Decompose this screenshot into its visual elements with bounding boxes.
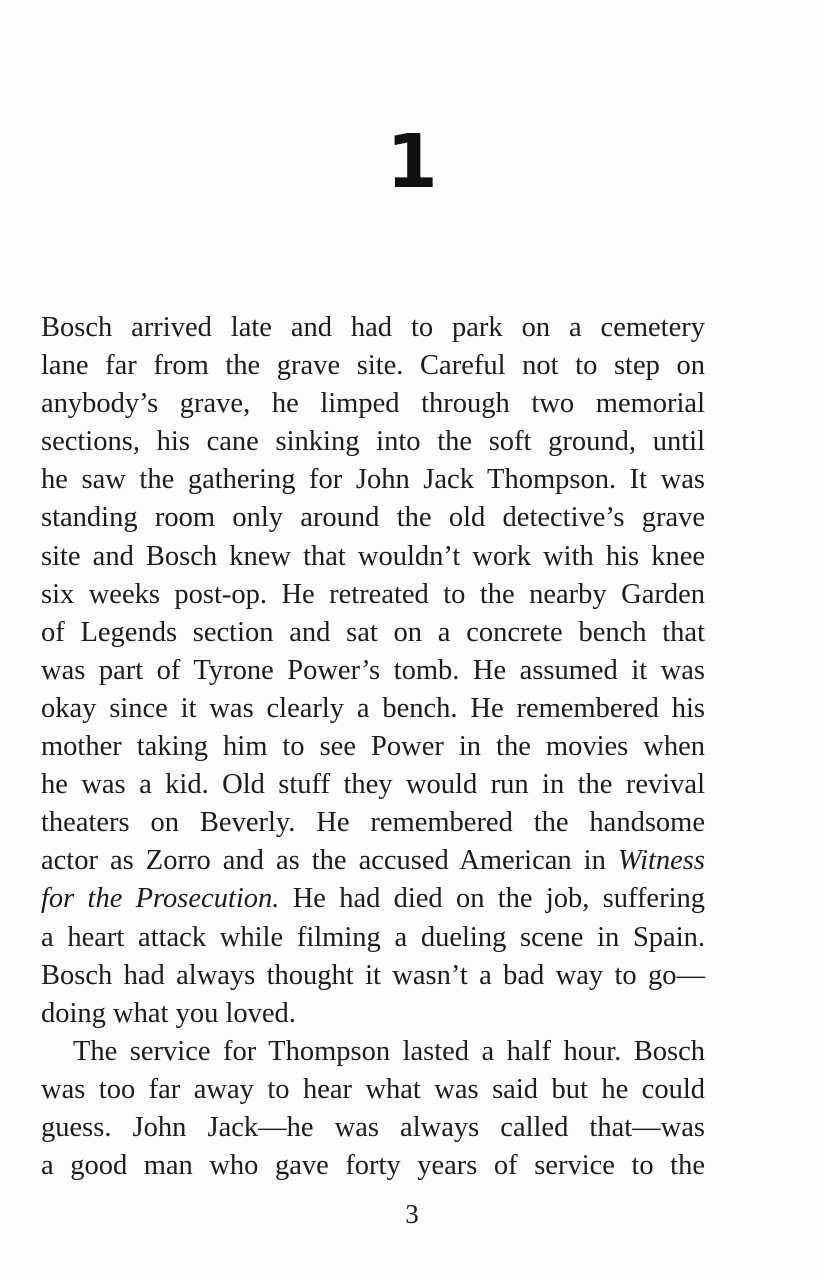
text-line: theaters on Beverly. He remembered the handsome	[41, 807, 705, 839]
text-line: standing room only around the old detective’s grave	[41, 502, 705, 534]
text-line: site and Bosch knew that wouldn’t work with his knee	[41, 540, 705, 572]
chapter-number: 1	[386, 119, 438, 205]
paragraph-2	[41, 1033, 705, 1185]
text-line: Bosch arrived late and had to park on a cemetery	[41, 312, 705, 343]
text-line	[41, 842, 705, 880]
text-line: anybody’s grave, he limped through two memorial	[41, 388, 705, 420]
text-line-part: actor as Zorro and as the accused American in	[41, 845, 618, 877]
book-title-italic: for the Prosecution.	[41, 883, 280, 915]
text-line: guess. John Jack—he was always called that—was	[41, 1111, 705, 1143]
text-line: a heart attack while filming a dueling scene in Spain.	[41, 921, 705, 953]
book-title-italic: Witness	[617, 845, 705, 877]
text-line: was part of Tyrone Power’s tomb. He assumed it was	[41, 654, 705, 686]
text-line: six weeks post-op. He retreated to the nearby Garden	[41, 578, 705, 610]
text-line: okay since it was clearly a bench. He remembered his	[41, 692, 705, 724]
page-number: 3	[405, 1199, 419, 1229]
text-line: was too far away to hear what was said but he could	[41, 1073, 705, 1105]
text-line: a good man who gave forty years of service to the	[41, 1150, 705, 1182]
paragraph-1	[41, 309, 705, 1033]
text-line: doing what you loved.	[41, 997, 296, 1029]
text-line: sections, his cane sinking into the soft ground, until	[41, 426, 705, 458]
body-text	[41, 309, 705, 1185]
text-line-part: He had died on the job, suffering	[279, 883, 705, 915]
text-line: he was a kid. Old stuff they would run in the revival	[41, 769, 705, 801]
text-line: of Legends section and sat on a concrete bench that	[41, 616, 705, 648]
text-line	[41, 880, 705, 918]
text-line: Bosch had always thought it wasn’t a bad way to go—	[41, 959, 705, 991]
text-line: lane far from the grave site. Careful not to step on	[41, 350, 705, 382]
text-line: he saw the gathering for John Jack Thompson. It was	[41, 464, 705, 496]
text-line: mother taking him to see Power in the movies when	[41, 731, 705, 763]
text-line: The service for Thompson lasted a half hour. Bosch	[73, 1035, 705, 1067]
